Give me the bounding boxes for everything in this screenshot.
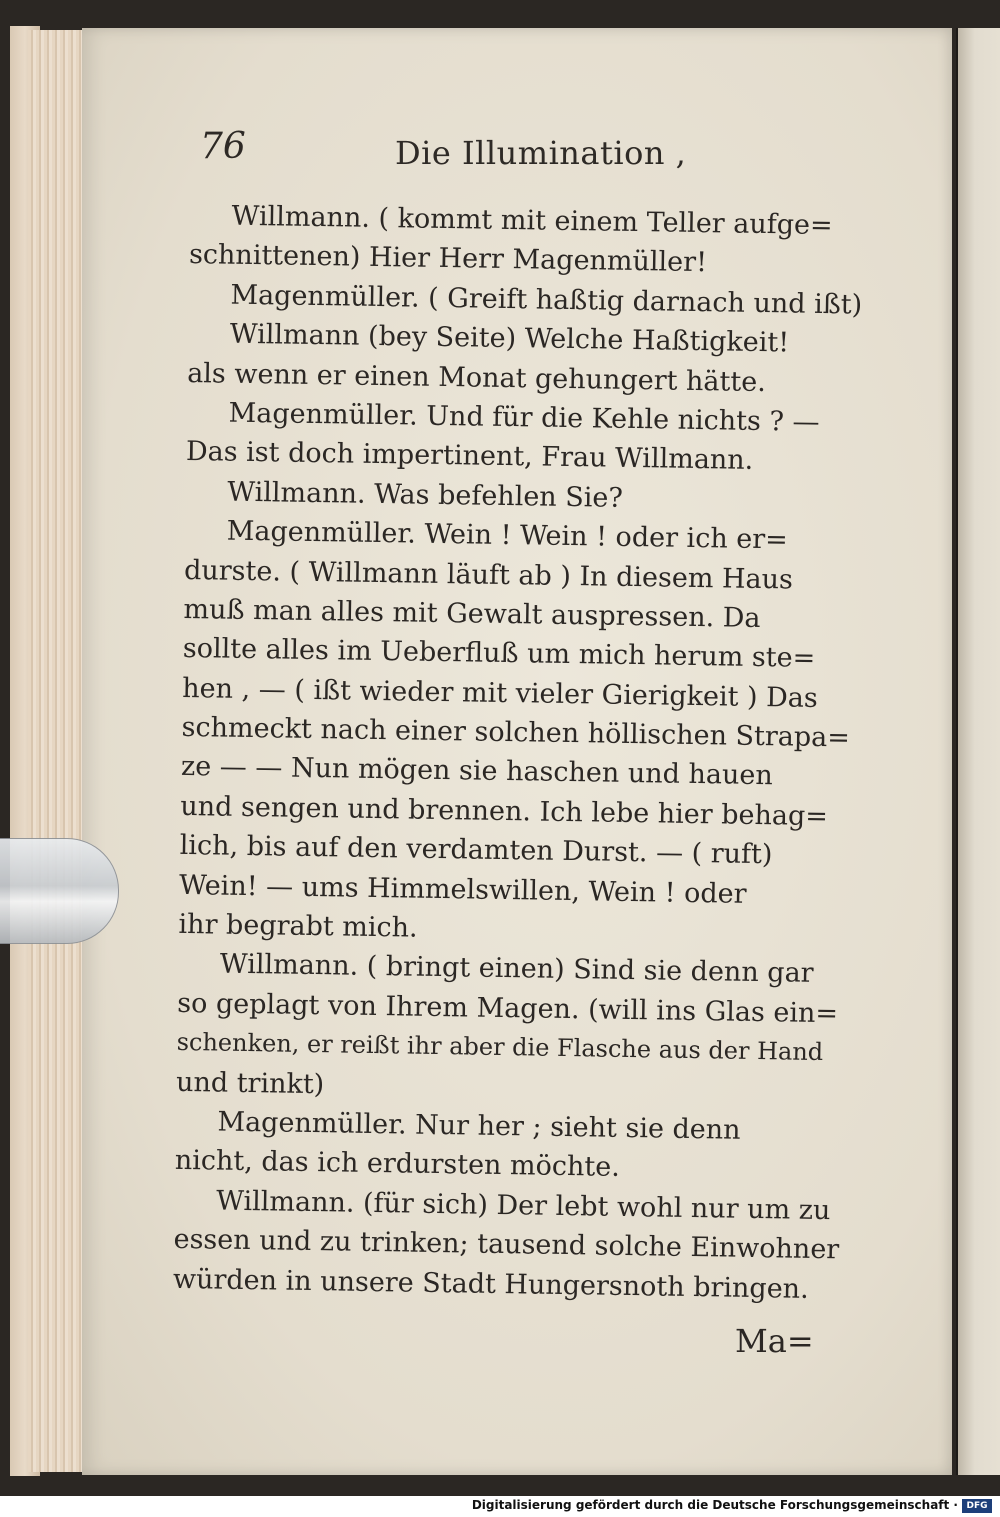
- text-line: schenken, er reißt ihr aber die Flasche aus der Hand: [176, 1028, 824, 1067]
- text-line: nicht, das ich erdursten möchte.: [174, 1145, 621, 1184]
- text-line: sollte alles im Ueberfluß um mich herum ste=: [182, 633, 816, 675]
- text-line: schnittenen) Hier Herr Magenmüller!: [188, 239, 708, 279]
- text-line: Willmann. Was befehlen Sie?: [227, 476, 624, 514]
- dfg-logo-icon: DFG: [962, 1499, 992, 1513]
- text-line: als wenn er einen Monat gehungert hätte.: [186, 357, 767, 398]
- page-header: [200, 122, 840, 182]
- text-line: Willmann. ( bringt einen) Sind sie denn gar: [219, 948, 814, 990]
- text-line: Willmann. ( kommt mit einem Teller aufge=: [231, 200, 833, 242]
- body-text: [172, 196, 863, 1309]
- text-line: und trinkt): [175, 1066, 325, 1100]
- text-line: durste. ( Willmann läuft ab ) In diesem Haus: [183, 554, 794, 596]
- text-line: lich, bis auf den verdamten Durst. — ( ruft): [179, 830, 773, 871]
- page-stack-edges: [28, 30, 86, 1472]
- page-clip: [0, 838, 119, 944]
- text-line: essen und zu trinken; tausend solche Einwohner: [173, 1224, 840, 1266]
- text-line: Das ist doch impertinent, Frau Willmann.: [185, 436, 754, 477]
- text-line: schmeckt nach einer solchen höllischen Strapa=: [181, 712, 851, 754]
- page-number: 76: [200, 126, 246, 167]
- text-line: hen , — ( ißt wieder mit vieler Gierigkeit ) Das: [182, 672, 818, 714]
- text-line: Magenmüller. Wein ! Wein ! oder ich er=: [226, 515, 789, 556]
- text-line: ihr begrabt mich.: [178, 908, 418, 944]
- footer-credit: Digitalisierung gefördert durch die Deutsche Forschungsgemeinschaft ·: [471, 1498, 958, 1512]
- text-line: Magenmüller. ( Greift haßtig darnach und ißt): [230, 279, 863, 321]
- text-line: würden in unsere Stadt Hungersnoth bringen.: [172, 1263, 809, 1305]
- text-line: Willmann (bey Seite) Welche Haßtigkeit!: [229, 318, 790, 359]
- text-line: und sengen und brennen. Ich lebe hier behag=: [180, 790, 829, 832]
- text-line: ze — — Nun mögen sie haschen und hauen: [180, 751, 773, 792]
- running-title: Die Illumination ,: [395, 134, 687, 172]
- text-line: muß man alles mit Gewalt auspressen. Da: [183, 593, 761, 634]
- text-line: so geplagt von Ihrem Magen. (will ins Glas ein=: [177, 987, 839, 1030]
- facing-page-edge: [958, 28, 1000, 1475]
- footer-bar: [0, 1496, 1000, 1517]
- catchword: Ma=: [735, 1322, 814, 1360]
- text-line: Willmann. (für sich) Der lebt wohl nur um zu: [215, 1185, 831, 1226]
- text-line: Wein! — ums Himmelswillen, Wein ! oder: [178, 869, 747, 910]
- text-line: Magenmüller. Und für die Kehle nichts ? —: [228, 397, 820, 438]
- text-line: Magenmüller. Nur her ; sieht sie denn: [217, 1106, 741, 1146]
